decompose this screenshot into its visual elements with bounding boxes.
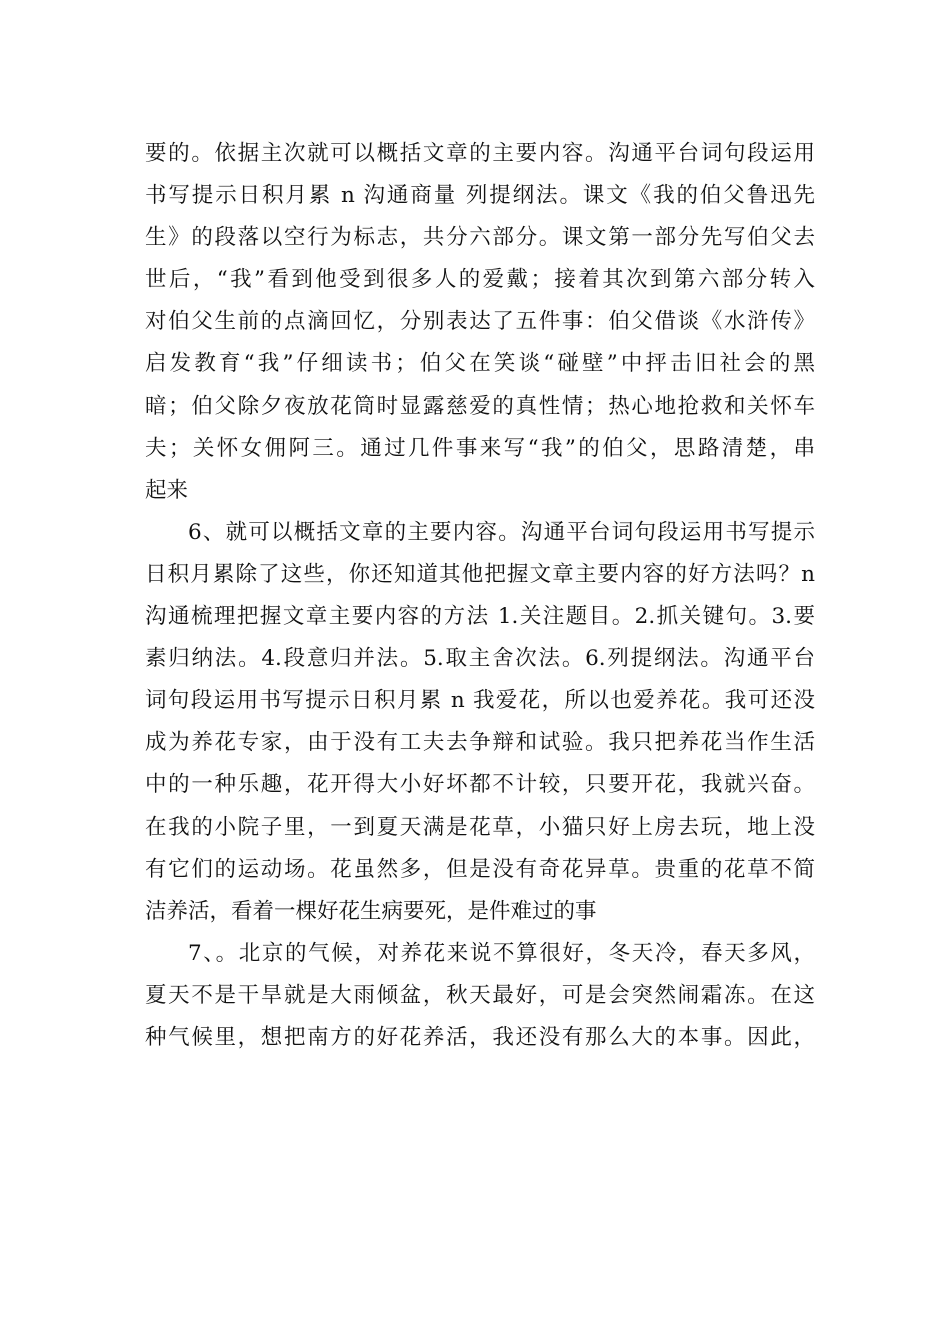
text-line: 要的。依据主次就可以概括文章的主要内容。沟通平台词句段运用	[145, 141, 815, 166]
text-line: 起来	[145, 477, 189, 503]
text-line: 洁养活，看着一棵好花生病要死，是件难过的事	[145, 898, 597, 924]
text-line: 种气候里，想把南方的好花养活，我还没有那么大的本事。因此，	[145, 1024, 815, 1050]
text-line: 生》的段落以空行为标志，共分六部分。课文第一部分先写伯父去	[145, 225, 815, 251]
text-line: 书写提示日积月累 n 沟通商量 列提纲法。课文《我的伯父鲁迅先	[145, 183, 815, 209]
text-line: 世后，“我”看到他受到很多人的爱戴；接着其次到第六部分转入	[145, 267, 815, 293]
paragraph-start-line: 6、就可以概括文章的主要内容。沟通平台词句段运用书写提示	[188, 519, 815, 545]
text-line: 暗；伯父除夕夜放花筒时显露慈爱的真性情；热心地抢救和关怀车	[145, 393, 815, 419]
text-line: 沟通梳理把握文章主要内容的方法 1.关注题目。2.抓关键句。3.要	[145, 604, 815, 630]
text-line: 成为养花专家，由于没有工夫去争辩和试验。我只把养花当作生活	[145, 730, 815, 756]
text-line: 夫；关怀女佣阿三。通过几件事来写“我”的伯父，思路清楚，串	[145, 435, 815, 461]
text-line: 词句段运用书写提示日积月累 n 我爱花，所以也爱养花。我可还没	[145, 688, 815, 714]
text-line: 夏天不是干旱就是大雨倾盆，秋天最好，可是会突然闹霜冻。在这	[145, 982, 815, 1008]
text-line: 在我的小院子里，一到夏天满是花草，小猫只好上房去玩，地上没	[145, 814, 815, 840]
text-line: 对伯父生前的点滴回忆，分别表达了五件事：伯父借谈《水浒传》	[145, 309, 815, 335]
text-line: 启发教育“我”仔细读书；伯父在笑谈“碰壁”中抨击旧社会的黑	[145, 351, 815, 377]
text-line: 素归纳法。4.段意归并法。5.取主舍次法。6.列提纲法。沟通平台	[145, 646, 815, 672]
document-body	[145, 133, 815, 1059]
text-line: 日积月累除了这些，你还知道其他把握文章主要内容的好方法吗？n	[145, 561, 815, 587]
paragraph-start-line: 7、。北京的气候，对养花来说不算很好，冬天冷，春天多风，	[188, 940, 815, 966]
text-line: 中的一种乐趣，花开得大小好坏都不计较，只要开花，我就兴奋。	[145, 772, 815, 798]
text-line: 有它们的运动场。花虽然多，但是没有奇花异草。贵重的花草不简	[145, 856, 815, 882]
